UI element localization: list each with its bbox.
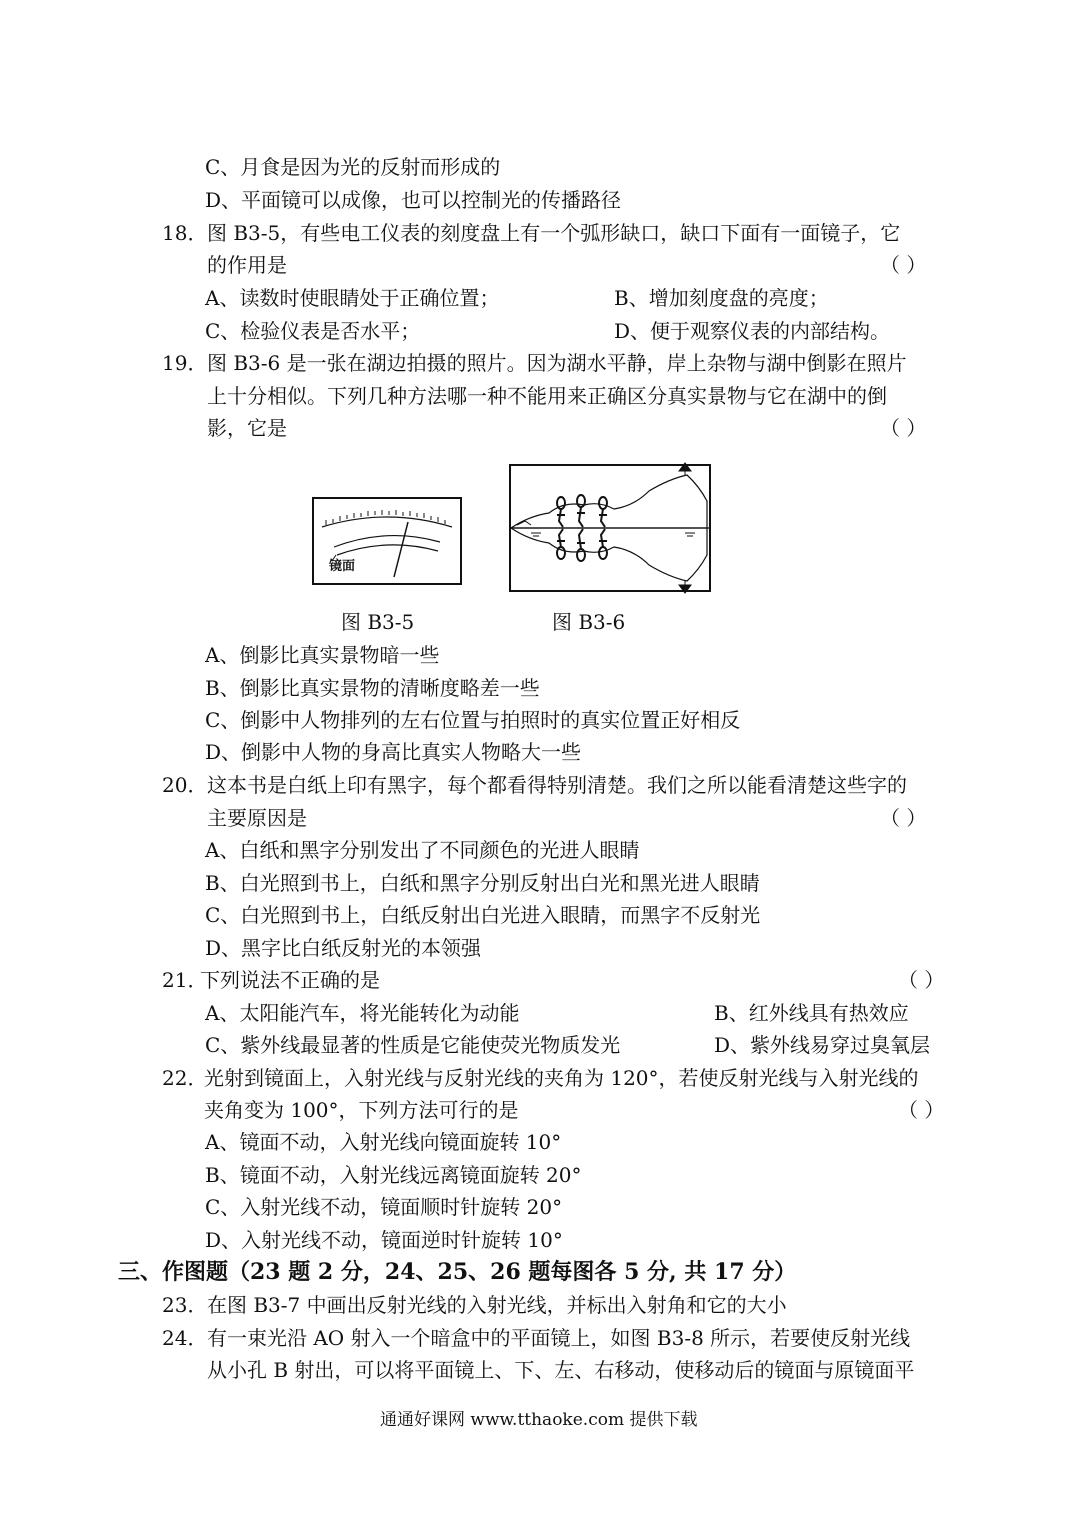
q18-number: 18． — [162, 221, 208, 245]
q17-option-d: D、平面镜可以成像，也可以控制光的传播路径 — [205, 188, 622, 212]
q22-option-a: A、镜面不动，入射光线向镜面旋转 10° — [205, 1130, 562, 1154]
figure-b3-6-lake-photo — [509, 461, 712, 597]
q17-option-c: C、月食是因为光的反射而形成的 — [205, 155, 501, 179]
q22-number: 22． — [162, 1066, 208, 1090]
page-footer: 通通好课网 www.tthaoke.com 提供下载 — [380, 1410, 698, 1430]
section-3-heading: 三、作图题（23 题 2 分，24、25、26 题每图各 5 分, 共 17 分） — [118, 1259, 797, 1285]
q21-answer-blank: （ ） — [898, 968, 945, 992]
q19-answer-blank: （ ） — [880, 416, 927, 440]
q23-number: 23． — [162, 1293, 208, 1317]
q20-option-d: D、黑字比白纸反射光的本领强 — [205, 936, 482, 960]
q24-stem-line2: 从小孔 B 射出，可以将平面镜上、下、左、右移动，使移动后的镜面与原镜面平 — [207, 1358, 915, 1382]
q21-option-d: D、紫外线易穿过臭氧层 — [714, 1033, 931, 1057]
q20-number: 20． — [162, 773, 208, 797]
q21-stem-line1: 下列说法不正确的是 — [200, 968, 380, 992]
q19-stem-line3: 影，它是 — [207, 416, 287, 440]
q18-option-d: D、便于观察仪表的内部结构。 — [614, 319, 891, 343]
q21-option-c: C、紫外线最显著的性质是它能使荧光物质发光 — [205, 1033, 621, 1057]
q19-option-a: A、倒影比真实景物暗一些 — [205, 643, 440, 667]
q21-option-a: A、太阳能汽车，将光能转化为动能 — [205, 1001, 520, 1025]
q18-option-c: C、检验仪表是否水平； — [205, 319, 421, 343]
q21-number: 21． — [162, 968, 208, 992]
q18-option-b: B、增加刻度盘的亮度； — [614, 286, 829, 310]
q20-option-c: C、白光照到书上，白纸反射出白光进入眼睛，而黑字不反射光 — [205, 903, 761, 927]
q18-stem-line2: 的作用是 — [207, 253, 287, 277]
q21-option-b: B、红外线具有热效应 — [714, 1001, 909, 1025]
figure-b3-5-caption: 图 B3-5 — [341, 610, 415, 634]
figure-b3-5-mirror-label: 镜面 — [329, 559, 356, 574]
q22-option-c: C、入射光线不动，镜面顺时针旋转 20° — [205, 1195, 563, 1219]
q18-stem-line1: 图 B3-5，有些电工仪表的刻度盘上有一个弧形缺口，缺口下面有一面镜子，它 — [207, 221, 901, 245]
q19-option-d: D、倒影中人物的身高比真实人物略大一些 — [205, 740, 582, 764]
q20-stem-line1: 这本书是白纸上印有黑字，每个都看得特别清楚。我们之所以能看清楚这些字的 — [207, 773, 907, 797]
q24-stem-line1: 有一束光沿 AO 射入一个暗盒中的平面镜上，如图 B3-8 所示，若要使反射光线 — [207, 1326, 911, 1350]
q22-stem-line1: 光射到镜面上，入射光线与反射光线的夹角为 120°，若使反射光线与入射光线的 — [204, 1066, 919, 1090]
q19-option-b: B、倒影比真实景物的清晰度略差一些 — [205, 676, 540, 700]
q20-option-a: A、白纸和黑字分别发出了不同颜色的光进人眼睛 — [205, 838, 640, 862]
q22-option-b: B、镜面不动，入射光线远离镜面旋转 20° — [205, 1163, 582, 1187]
q22-stem-line2: 夹角变为 100°，下列方法可行的是 — [204, 1098, 519, 1122]
q20-option-b: B、白光照到书上，白纸和黑字分别反射出白光和黑光进人眼睛 — [205, 871, 760, 895]
q18-option-a: A、读数时使眼睛处于正确位置； — [205, 286, 500, 310]
q22-option-d: D、入射光线不动，镜面逆时针旋转 10° — [205, 1228, 563, 1252]
q19-option-c: C、倒影中人物排列的左右位置与拍照时的真实位置正好相反 — [205, 708, 741, 732]
q23-stem-line1: 在图 B3-7 中画出反射光线的入射光线，并标出入射角和它的大小 — [207, 1293, 787, 1317]
q19-stem-line2: 上十分相似。下列几种方法哪一种不能用来正确区分真实景物与它在湖中的倒 — [207, 384, 887, 408]
q19-number: 19． — [162, 351, 208, 375]
figure-b3-6-caption: 图 B3-6 — [552, 610, 626, 634]
q18-answer-blank: （ ） — [880, 253, 927, 277]
q19-stem-line1: 图 B3-6 是一张在湖边拍摄的照片。因为湖水平静，岸上杂物与湖中倒影在照片 — [207, 351, 907, 375]
q20-answer-blank: （ ） — [880, 806, 927, 830]
q22-answer-blank: （ ） — [898, 1098, 945, 1122]
q20-stem-line2: 主要原因是 — [207, 806, 307, 830]
q24-number: 24． — [162, 1326, 208, 1350]
